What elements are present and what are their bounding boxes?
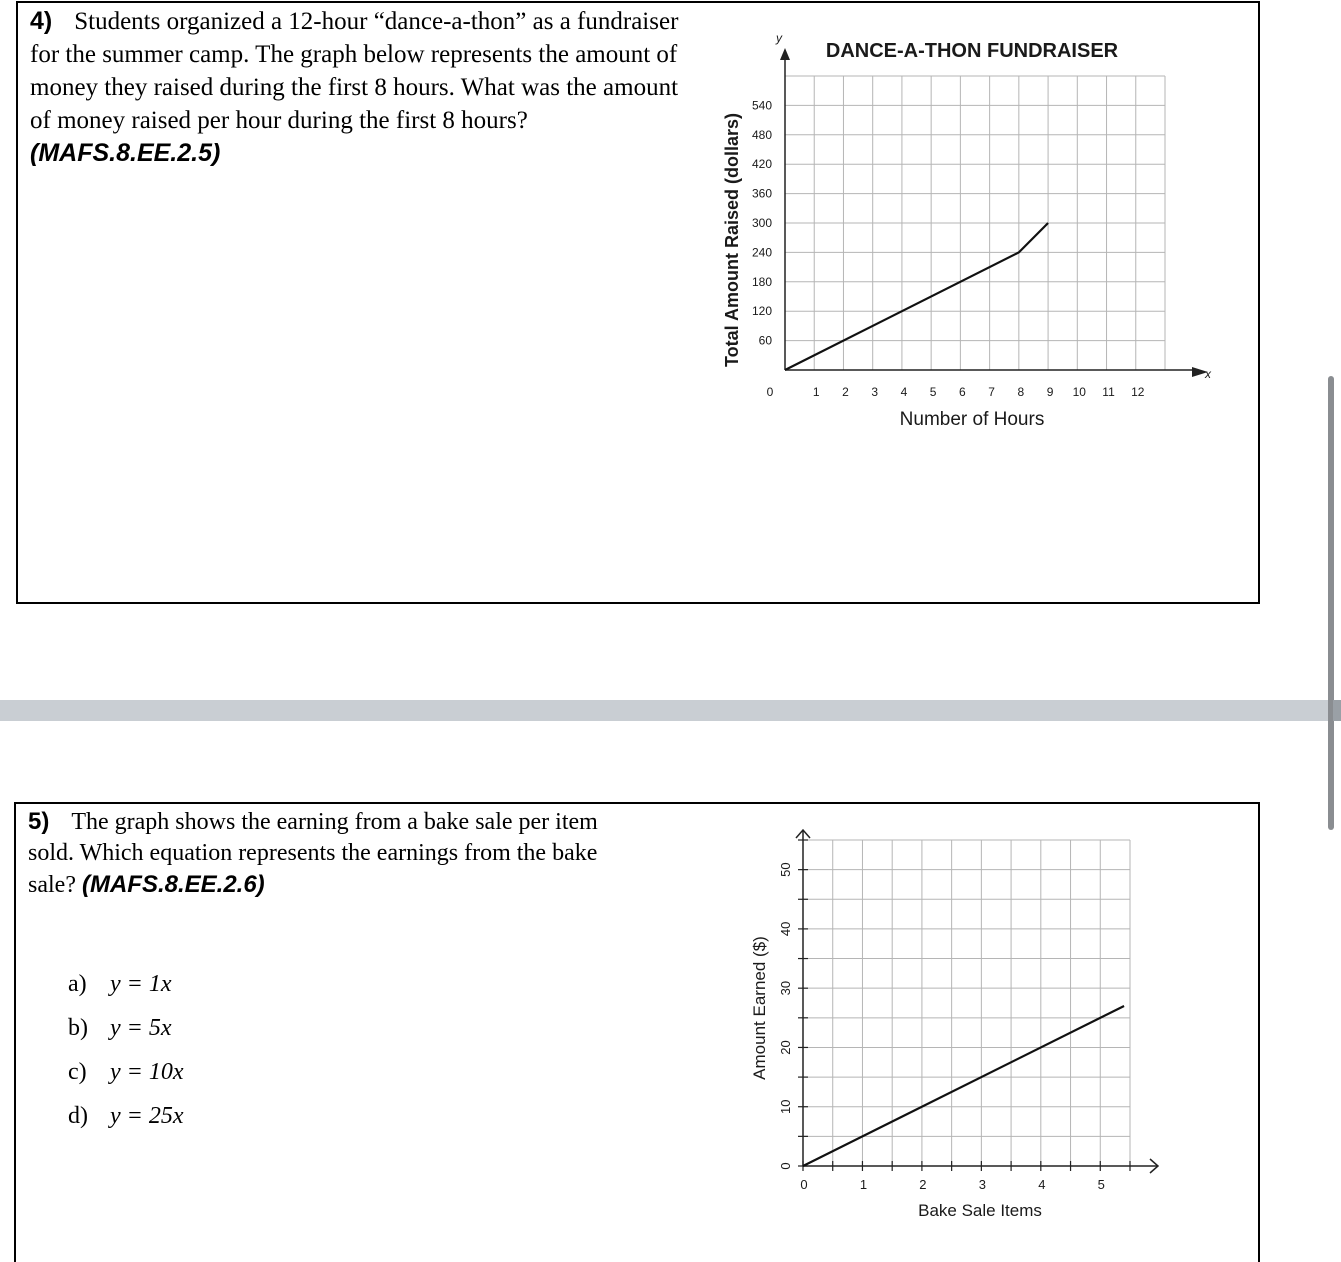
scrollbar-track-edge — [1333, 700, 1341, 721]
chart-1-x-ticks — [813, 385, 1145, 399]
chart-1-y-ticks — [752, 98, 772, 347]
question-5-text — [28, 806, 648, 901]
choice-b-equation: y = 5x — [110, 1015, 172, 1041]
y-tick-label: 180 — [751, 274, 772, 289]
x-tick-label: 1 — [859, 1177, 868, 1192]
y-axis-arrow-icon — [780, 48, 790, 60]
chart-1-title: DANCE-A-THON FUNDRAISER — [825, 40, 1119, 62]
x-tick-label: 6 — [959, 385, 966, 399]
y-tick-label: 480 — [751, 127, 772, 142]
chart-2-y-label: Amount Earned ($) — [750, 936, 769, 1080]
vertical-scrollbar[interactable] — [1328, 376, 1334, 830]
x-tick-label: 2 — [842, 385, 849, 399]
x-tick-label: 7 — [988, 385, 995, 399]
choice-b[interactable] — [68, 1006, 184, 1050]
chart-1-grid — [785, 76, 1165, 370]
choice-b-letter: b) — [68, 1015, 88, 1041]
x-tick-label: 0 — [800, 1177, 808, 1192]
y-tick-label: 120 — [751, 304, 772, 319]
x-tick-label: 1 — [812, 385, 820, 399]
x-tick-label: 4 — [1038, 1177, 1046, 1192]
x-tick-label: 12 — [1131, 385, 1145, 399]
chart-1-axes — [780, 48, 1208, 377]
dance-a-thon-chart — [700, 20, 1220, 440]
question-5-standard: (MAFS.8.EE.2.6) — [81, 871, 265, 898]
chart-1-series — [785, 223, 1048, 370]
chart-2-series — [803, 1006, 1124, 1166]
x-tick-label: 9 — [1046, 385, 1054, 399]
chart-2-y-ticks — [778, 862, 793, 1169]
chart-1-origin-label: 0 — [766, 385, 774, 399]
data-line — [803, 1006, 1124, 1166]
page-separator — [0, 700, 1341, 721]
chart-1-x-axis-letter: x — [1205, 367, 1211, 381]
x-tick-label: 5 — [1097, 1177, 1105, 1192]
choice-d-letter: d) — [68, 1103, 88, 1129]
y-tick-label: 40 — [778, 921, 793, 937]
chart-1-y-label: Total Amount Raised (dollars) — [722, 112, 742, 368]
chart-2-x-label: Bake Sale Items — [918, 1201, 1042, 1220]
answer-choices — [68, 962, 184, 1138]
chart-2-grid — [803, 840, 1130, 1166]
question-5-body: The graph shows the earning from a bake sale per item sold. Which equation represents the earnings from the bake sale? — [28, 809, 598, 898]
choice-d[interactable] — [68, 1094, 184, 1138]
chart-2-axes — [796, 830, 1158, 1173]
x-tick-label: 3 — [871, 385, 879, 399]
choice-c-letter: c) — [68, 1059, 87, 1085]
y-tick-label: 300 — [751, 216, 772, 230]
data-line — [785, 223, 1048, 370]
y-tick-label: 240 — [751, 245, 772, 260]
y-tick-label: 420 — [751, 157, 772, 172]
question-4-number: 4) — [30, 7, 53, 35]
question-4-text — [30, 5, 700, 170]
y-tick-label: 20 — [778, 1040, 793, 1055]
x-tick-label: 4 — [900, 385, 908, 399]
choice-a[interactable] — [68, 962, 184, 1006]
choice-a-equation: y = 1x — [110, 971, 172, 997]
chart-1-x-label: Number of Hours — [899, 409, 1045, 430]
x-tick-label: 11 — [1102, 385, 1115, 399]
chart-1-y-axis-letter: y — [776, 31, 782, 45]
y-tick-label: 30 — [778, 980, 793, 996]
x-tick-label: 10 — [1072, 385, 1086, 399]
y-tick-label: 10 — [778, 1099, 793, 1114]
y-tick-label: 360 — [751, 186, 772, 201]
choice-a-letter: a) — [68, 971, 87, 997]
y-tick-label: 50 — [778, 862, 793, 877]
choice-c[interactable] — [68, 1050, 184, 1094]
question-4-body: Students organized a 12-hour “dance-a-thon” as a fundraiser for the summer camp. The graph below represents the amount of money they raised during the first 8 hours. What was the amount of money raised per hour during the first 8 hours? — [30, 8, 679, 134]
x-tick-label: 5 — [929, 385, 937, 399]
x-tick-label: 3 — [978, 1177, 986, 1192]
choice-c-equation: y = 10x — [110, 1059, 184, 1085]
question-5-number: 5) — [28, 808, 50, 835]
choice-d-equation: y = 25x — [110, 1103, 184, 1129]
y-tick-label: 540 — [751, 98, 772, 113]
bake-sale-chart — [730, 826, 1180, 1226]
y-tick-label: 0 — [778, 1162, 793, 1170]
x-tick-label: 8 — [1017, 385, 1025, 399]
chart-2-x-ticks — [800, 1177, 1105, 1192]
question-4-standard: (MAFS.8.EE.2.5) — [30, 139, 221, 167]
y-tick-label: 60 — [758, 333, 772, 348]
x-tick-label: 2 — [919, 1177, 927, 1192]
